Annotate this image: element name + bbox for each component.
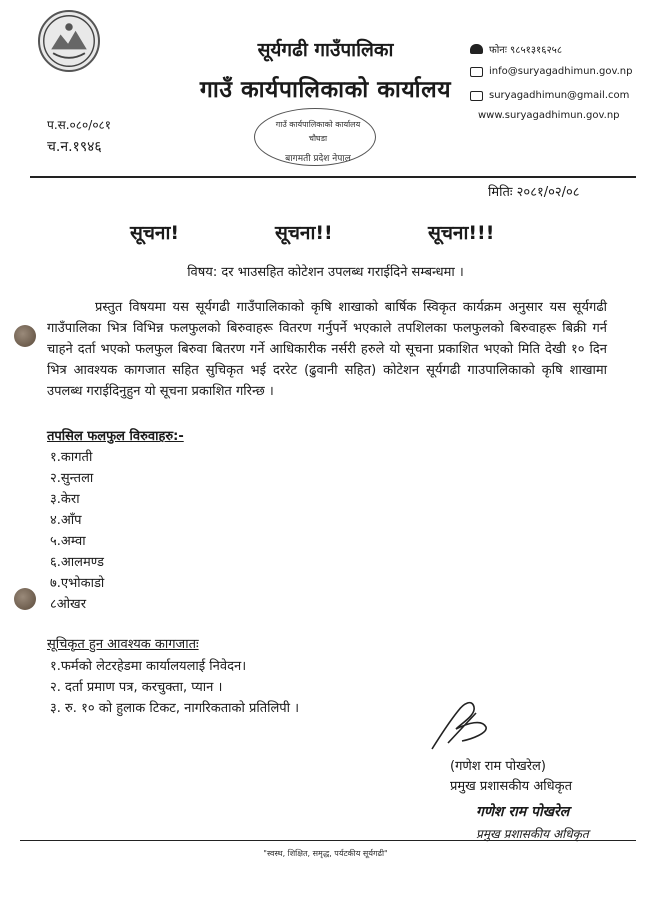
list-item: २.सुन्तला xyxy=(50,471,94,486)
signatory-stamp-title: प्रमुख प्रशासकीय अधिकृत xyxy=(476,827,589,841)
footer-divider xyxy=(20,840,636,841)
contact-email-gmail: suryagadhimun@gmail.com xyxy=(470,90,629,101)
header-divider xyxy=(30,176,636,178)
punch-hole xyxy=(14,325,36,347)
notice-body: प्रस्तुत विषयमा यस सूर्यगढी गाउँपालिकाको कृषि शाखाको बार्षिक स्विकृत कार्यक्रम अनुसार यस सूर्यगढी गाउँपालिका भित्र विभिन्न फलफुलको बिरुवाहरू वितरण गर्नुपर्ने भएकाले तपशिलका फलफुलको बिरुवाहरू बिक्री गर्न चाहने दर्ता भएको फलफुल बिरुवा बितरण गर्ने आधिकारीक नर्सरी हरुले यो सूचना प्रकाशित भएको मिति देखी १० दिन भित्र आवश्यक कागजात सहित सुचिकृत भई दररेट (ढुवानी सहित) कोटेशन सूर्यगढी गाउपालिकाको कृषि शाखामा उपलब्ध गराईदिनुहुन यो सूचना प्रकाशित गरिन्छ । xyxy=(47,300,607,399)
contact-website: www.suryagadhimun.gov.np xyxy=(478,110,620,121)
mail-icon xyxy=(470,67,483,77)
list-item: ७.एभोकाडो xyxy=(50,576,105,591)
municipality-name: सूर्यगढी गाउँपालिका xyxy=(257,39,394,61)
letter-date: मितिः २०८१/०२/०८ xyxy=(488,185,580,200)
mail-icon xyxy=(470,91,483,101)
documents-heading: सूचिकृत हुन आवश्यक कागजातः xyxy=(47,637,199,652)
office-name: गाउँ कार्यपालिकाको कार्यालय xyxy=(199,77,452,103)
list-item: १.फर्मको लेटरहेडमा कार्यालयलाई निवेदन। xyxy=(50,659,247,674)
contact-email-info: info@suryagadhimun.gov.np xyxy=(470,66,632,77)
letter-number: प.स.०८०/०८१ xyxy=(47,118,112,132)
punch-hole xyxy=(14,588,36,610)
subject-line: विषय: दर भाउसहित कोटेशन उपलब्ध गराईदिने सम्बन्धमा । xyxy=(187,265,464,280)
handwritten-signature xyxy=(428,693,498,755)
notice-heading-3: सूचना!!! xyxy=(428,222,495,244)
signatory-title: प्रमुख प्रशासकीय अधिकृत xyxy=(450,779,573,794)
list-item: ३. रु. १० को हुलाक टिकट, नागरिकताको प्रतिलिपी । xyxy=(50,701,300,716)
phone-icon xyxy=(470,44,483,54)
footer-slogan: "स्वस्थ, शिक्षित, समृद्ध, पर्यटकीय सूर्यगढी" xyxy=(263,849,388,858)
list-item: ३.केरा xyxy=(50,492,80,507)
office-stamp: गाउँ कार्यपालिकाको कार्यालय चौघडा बागमती प्रदेश नेपाल xyxy=(248,108,388,168)
contact-phone: फोनः ९८५१३१६२५८ xyxy=(470,42,562,56)
fruit-list-heading: तपसिल फलफुल विरुवाहरु:- xyxy=(47,429,184,444)
signatory-name: (गणेश राम पोखरेल) xyxy=(450,759,546,774)
list-item: ६.आलमण्ड xyxy=(50,555,104,570)
notice-heading-2: सूचना!! xyxy=(275,222,333,244)
notice-heading-1: सूचना! xyxy=(130,222,180,244)
dispatch-number: च.न.१९४६ xyxy=(47,139,102,155)
list-item: १.कागती xyxy=(50,450,93,465)
list-item: २. दर्ता प्रमाण पत्र, करचुक्ता, प्यान । xyxy=(50,680,223,695)
signatory-stamp-name: गणेश राम पोखरेल xyxy=(476,804,570,820)
list-item: ५.अम्वा xyxy=(50,534,86,549)
list-item: ४.आँप xyxy=(50,513,82,528)
list-item: ८ओखर xyxy=(50,597,87,612)
